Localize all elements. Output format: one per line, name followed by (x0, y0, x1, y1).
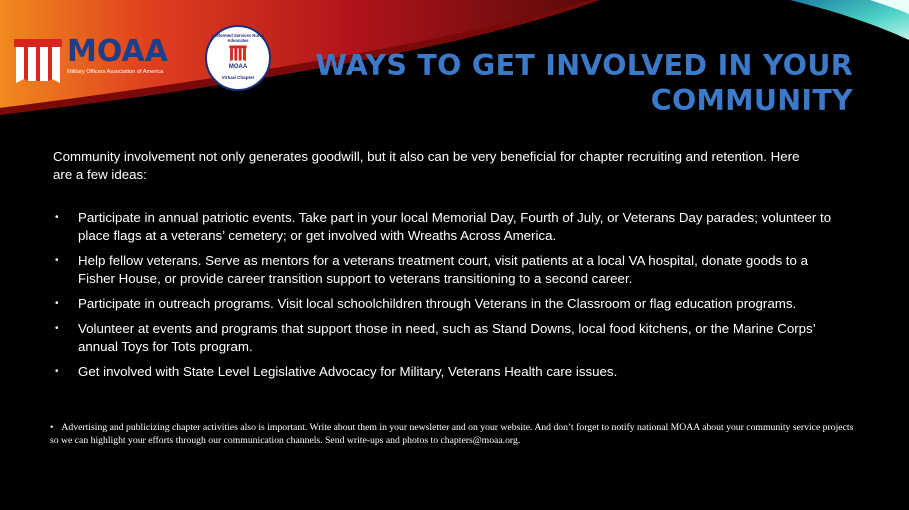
moaa-logo (12, 35, 172, 85)
virtual-chapter-seal (205, 25, 271, 91)
footnote-text: Advertising and publicizing chapter activities also is important. Write about them in your newsletter and on your website. And don’t forget to notify national MOAA about your community service projects so we can highlight your efforts through our communication channels. Send write-ups and photos to chapters@moaa.org. (50, 422, 854, 446)
ideas-list (53, 209, 843, 388)
intro-paragraph: Community involvement not only generates goodwill, but it also can be very beneficial for chapter recruiting and retention. Here are a few ideas: (53, 149, 800, 182)
bullet-icon: • (55, 255, 59, 266)
list-item (53, 320, 843, 356)
slide-title-line-2: COMMUNITY (650, 84, 853, 117)
seal-top-text: Uniformed Services Nurse Advocates (211, 33, 265, 43)
list-item-text: Get involved with State Level Legislative Advocacy for Military, Veterans Health care issues. (78, 364, 618, 379)
moaa-shield-icon (12, 35, 64, 85)
list-item-text: Help fellow veterans. Serve as mentors for a veterans treatment court, visit patients at a local VA hospital, donate goods to a Fisher House, or provide career transition support to veterans transitioning to a second career. (78, 253, 808, 286)
bullet-icon: • (50, 422, 54, 433)
list-item-text: Participate in annual patriotic events. Take part in your local Memorial Day, Fourth of July, or Veterans Day parades; volunteer to place flags at a veterans’ cemetery; or get involved with Wreaths Across America. (78, 210, 832, 243)
list-item-text: Participate in outreach programs. Visit local schoolchildren through Veterans in the Classroom or flag education programs. (78, 296, 797, 311)
bullet-icon: • (55, 298, 59, 309)
footnote (50, 421, 860, 447)
bullet-icon: • (55, 212, 59, 223)
seal-bottom-text: Virtual Chapter (221, 75, 255, 80)
seal-shield-icon (228, 44, 248, 62)
slide-title (293, 48, 853, 118)
bullet-icon: • (55, 323, 59, 334)
seal-mid-text: MOAA (228, 64, 248, 70)
list-item (53, 209, 843, 245)
bullet-icon: • (55, 366, 59, 377)
list-item (53, 295, 843, 313)
list-item (53, 252, 843, 288)
list-item (53, 363, 843, 381)
moaa-subtitle: Military Officers Association of America (67, 69, 164, 75)
list-item-text: Volunteer at events and programs that support those in need, such as Stand Downs, local food kitchens, or the Marine Corps’ annual Toys for Tots program. (78, 321, 816, 354)
slide-title-line-1: WAYS TO GET INVOLVED IN YOUR (315, 49, 853, 82)
moaa-wordmark: MOAA (67, 34, 168, 69)
